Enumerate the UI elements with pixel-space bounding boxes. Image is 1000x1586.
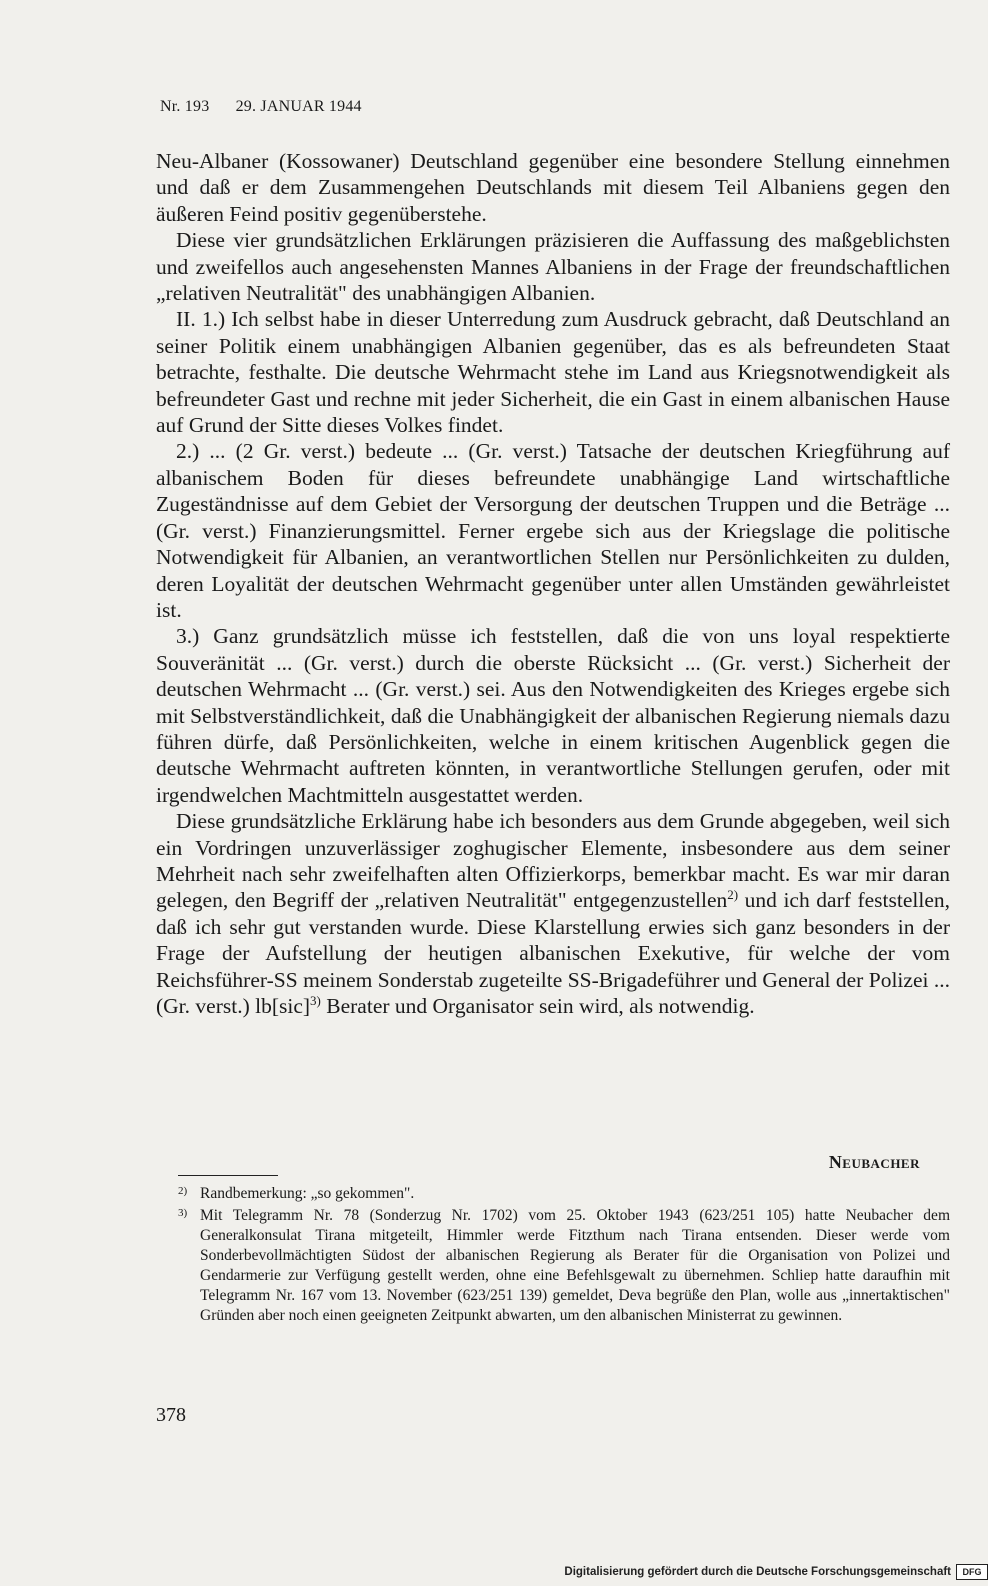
paragraph <box>156 808 950 1019</box>
running-header <box>160 98 362 116</box>
footnote-reference: 3) <box>310 992 321 1008</box>
paragraph: Neu-Albaner (Kossowaner) Deutschland gegenüber eine besondere Stellung einnehmen und daß er dem Zusammengehen Deutschlands mit diesem Teil Albaniens gegen den äußeren Feind positiv gegenüberstehe. <box>156 149 950 226</box>
document-date: 29. JANUAR 1944 <box>235 98 362 115</box>
footnote-mark: 3) <box>178 1207 188 1219</box>
paragraph: 2.) ... (2 Gr. verst.) bedeute ... (Gr. verst.) Tatsache der deutschen Kriegführung auf albanischem Boden für dieses befreundete unabhängige Land wirtschaftliche Zugeständnisse auf dem Gebiet der Versorgung der deutschen Truppen und die Beträge ... (Gr. verst.) Finanzierungsmittel. Ferner ergebe sich aus der Kriegslage die politische Notwendigkeit für Albanien, an verantwortlichen Stellen nur Persönlichkeiten zu dulden, deren Loyalität der deutschen Wehrmacht gegenüber unter allen Umständen gewährleistet ist. <box>156 439 950 622</box>
paragraph: Diese vier grundsätzlichen Erklärungen präzisieren die Auffassung des maßgeblichsten und zweifellos auch angesehensten Mannes Albaniens in der Frage der freundschaftlichen „relativen Neutralität" des unabhängigen Albanien. <box>156 228 950 306</box>
digitization-note: Digitalisierung gefördert durch die Deutsche Forschungsgemeinschaft <box>564 1566 951 1578</box>
document-number: Nr. 193 <box>160 98 210 115</box>
footnote <box>178 1206 950 1326</box>
signature: Neubacher <box>828 1152 920 1172</box>
footnote-divider <box>178 1175 278 1176</box>
paragraph: 3.) Ganz grundsätzlich müsse ich feststellen, daß die von uns loyal respektierte Souveränität ... (Gr. verst.) durch die oberste Rücksicht ... (Gr. verst.) Sicherheit der deutschen Wehrmacht ... (Gr. verst.) sei. Aus den Notwendigkeiten des Krieges ergebe sich mit Selbstverständlichkeit, daß die Unabhängigkeit der albanischen Regierung niemals dazu führen dürfe, daß Persönlichkeiten, welche in einem kritischen Augenblick gegen die deutsche Wehrmacht auftreten könnten, in verantwortliche Stellungen gerufen, oder mit irgendwelchen Machtmitteln ausgestattet werden. <box>156 624 950 807</box>
paragraph: II. 1.) Ich selbst habe in dieser Unterredung zum Ausdruck gebracht, daß Deutschland an seiner Politik einem unabhängigen Albanien gegenüber, das es als befreundeten Staat betrachte, festhalte. Die deutsche Wehrmacht stehe im Land aus Kriegsnotwendigkeit als befreundeter Gast und rechne mit jeder Sicherheit, die ein Gast in einem albanischen Hause auf Grund der Sitte dieses Volkes findet. <box>156 307 950 438</box>
footnote <box>178 1184 950 1204</box>
body-text <box>156 148 950 1019</box>
page-edge <box>988 0 1000 1586</box>
paragraph-text: Berater und Organisator sein wird, als notwendig. <box>320 994 755 1018</box>
digitization-credit <box>564 1564 988 1580</box>
footnote-mark: 2) <box>178 1185 188 1197</box>
page-number: 378 <box>156 1404 186 1426</box>
footnote-text: Randbemerkung: „so gekommen". <box>200 1185 415 1202</box>
footnote-reference: 2) <box>727 887 739 903</box>
paragraph-text: Diese grundsätzliche Erklärung habe ich besonders aus dem Grunde abgegeben, weil sich ein Vordringen unzuverlässiger zoghugischer Elemente, insbesondere aus dem seiner Mehrheit nach sehr zweifelhaften alten Offizierkorps, bemerkbar macht. Es war mir daran gelegen, den Begriff der „relativen Neutralität" entgegenzustellen <box>156 809 950 913</box>
footnotes <box>178 1184 950 1328</box>
dfg-logo-icon: DFG <box>956 1564 988 1580</box>
footnote-text: Mit Telegramm Nr. 78 (Sonderzug Nr. 1702) vom 25. Oktober 1943 (623/251 105) hatte Neubacher dem Generalkonsulat Tirana mitgeteilt, Himmler werde Fitzthum nach Tirana entsenden. Dieser werde vom Sonderbevollmächtigten Südost der albanischen Regierung als Berater für die Organisation von Polizei und Gendarmerie zur Verfügung gestellt werden, ohne eine Befehlsgewalt zu übernehmen. Schliep hatte daraufhin mit Telegramm Nr. 167 vom 13. November (623/251 139) gemeldet, Deva begrüße den Plan, wolle aus „innertaktischen" Gründen aber noch einen geeigneten Zeitpunkt abwarten, um den albanischen Ministerrat zu gewinnen. <box>200 1207 950 1324</box>
paragraph-text: und ich darf feststellen, daß ich sehr gut verstanden wurde. Diese Klarstellung erwies sich ganz besonders in der Frage der Aufstellung der heutigen albanischen Exekutive, für welche der vom Reichsführer-SS meinem Sonderstab zugeteilte SS-Brigadeführer und General der Polizei ... (Gr. verst.) lb[sic] <box>156 888 950 1018</box>
